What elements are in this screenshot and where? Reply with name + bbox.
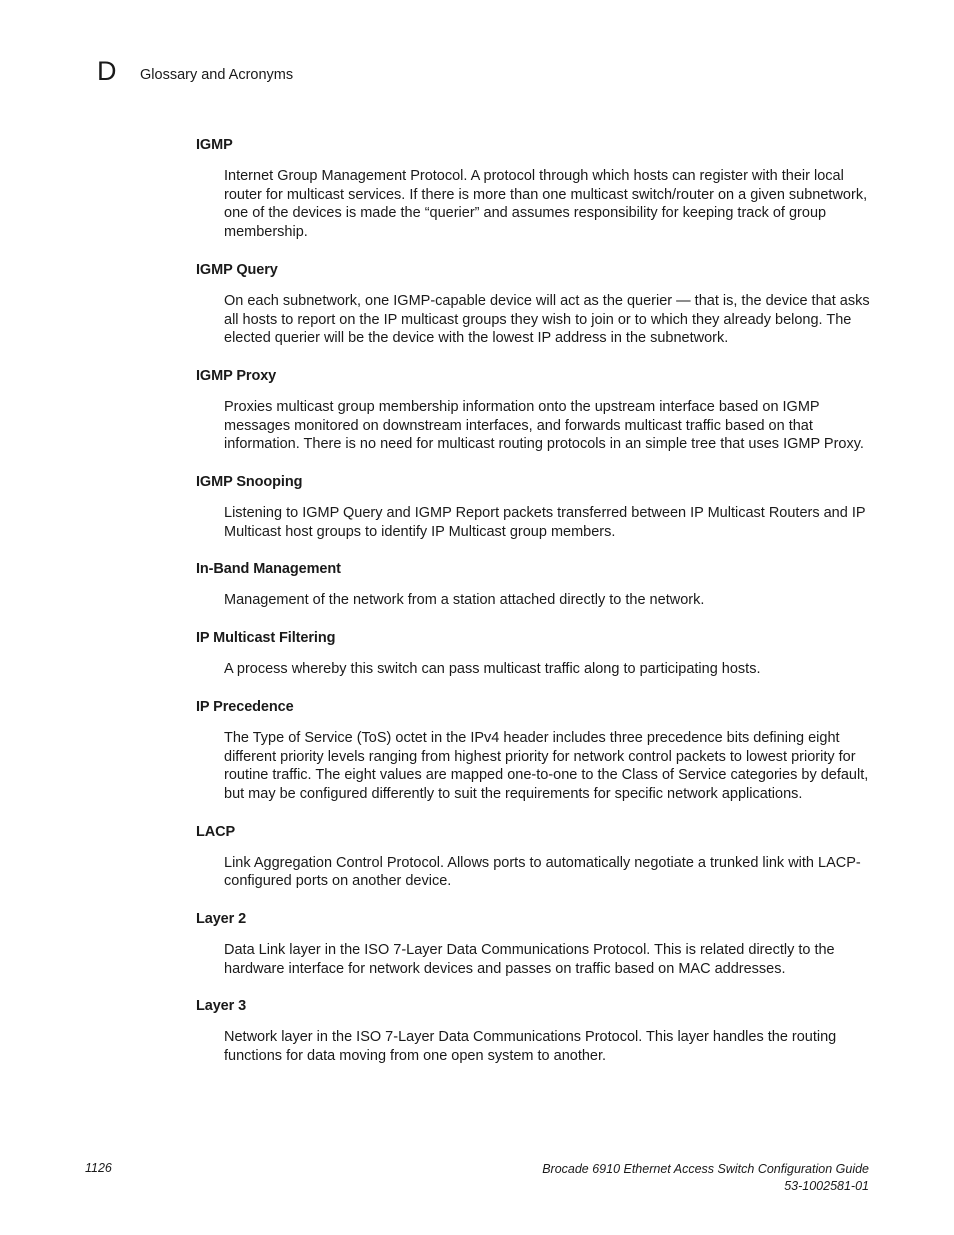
- glossary-entry-ip-multicast-filtering: [196, 629, 872, 679]
- glossary-entry-igmp: [196, 136, 872, 242]
- glossary-definition: Data Link layer in the ISO 7-Layer Data Communications Protocol. This is related directly to the hardware interface for network devices and passes on traffic based on MAC addresses.: [224, 942, 835, 977]
- glossary-definition: Management of the network from a station attached directly to the network.: [224, 592, 705, 609]
- glossary-term: IGMP: [196, 137, 233, 153]
- glossary-term: IP Multicast Filtering: [196, 630, 336, 647]
- glossary-definition: A process whereby this switch can pass multicast traffic along to participating hosts.: [224, 661, 761, 678]
- glossary-definition: Network layer in the ISO 7-Layer Data Communications Protocol. This layer handles the routing functions for data moving from one open system to another.: [224, 1029, 837, 1065]
- glossary-entry-igmp-snooping: [196, 473, 872, 541]
- glossary-definition: Listening to IGMP Query and IGMP Report packets transferred between IP Multicast Routers and IP Multicast host groups to identify IP Multicast group members.: [224, 505, 866, 540]
- chapter-letter: D: [97, 56, 117, 86]
- glossary-entry-igmp-query: [196, 261, 872, 348]
- glossary-definition: On each subnetwork, one IGMP-capable device will act as the querier — that is, the device that asks all hosts to report on the IP multicast groups they wish to join or to which they already belong. The elected querier will be the device with the lowest IP address in the subnetwork.: [224, 292, 870, 347]
- glossary-entry-igmp-proxy: [196, 367, 872, 454]
- glossary-entry-in-band-management: [196, 560, 872, 610]
- glossary-term: LACP: [196, 823, 236, 840]
- glossary-definition: The Type of Service (ToS) octet in the IPv4 header includes three precedence bits defining eight different priority levels ranging from highest priority for network control packets to lowest priority for routine traffic. The eight values are mapped one-to-one to the Class of Service categories by default, but may be configured differently to suit the requirements for specific network applications.: [224, 729, 869, 802]
- doc-number: 53-1002581-01: [784, 1179, 869, 1193]
- glossary-definition: Internet Group Management Protocol. A protocol through which hosts can register with their local router for multicast services. If there is more than one multicast switch/router on a given subnetwork, one of the devices is made the “querier” and assumes responsibility for keeping track of group membership.: [224, 168, 868, 241]
- glossary-term: Layer 3: [196, 998, 247, 1015]
- glossary-term: In-Band Management: [196, 561, 341, 578]
- glossary-term: IGMP Query: [196, 261, 278, 278]
- glossary-term: IGMP Snooping: [196, 474, 303, 491]
- chapter-title: Glossary and Acronyms: [140, 67, 294, 83]
- glossary-content: [196, 136, 872, 1085]
- footer-doc-info: [542, 1161, 869, 1195]
- glossary-entry-lacp: [196, 823, 872, 891]
- glossary-entry-layer-3: [196, 997, 872, 1065]
- glossary-term: Layer 2: [196, 911, 247, 928]
- page-number: 1126: [85, 1161, 112, 1175]
- guide-title: Brocade 6910 Ethernet Access Switch Configuration Guide: [542, 1162, 869, 1176]
- glossary-term: IP Precedence: [196, 698, 294, 715]
- glossary-definition: Proxies multicast group membership information onto the upstream interface based on IGMP messages monitored on downstream interfaces, and forwards multicast traffic based on that information. There is no need for multicast routing protocols in an simple tree that uses IGMP Proxy.: [224, 398, 864, 453]
- glossary-entry-layer-2: [196, 910, 872, 978]
- glossary-term: IGMP Proxy: [196, 367, 277, 384]
- glossary-entry-ip-precedence: [196, 698, 872, 804]
- glossary-definition: Link Aggregation Control Protocol. Allows ports to automatically negotiate a trunked link with LACP-configured ports on another device.: [224, 854, 861, 890]
